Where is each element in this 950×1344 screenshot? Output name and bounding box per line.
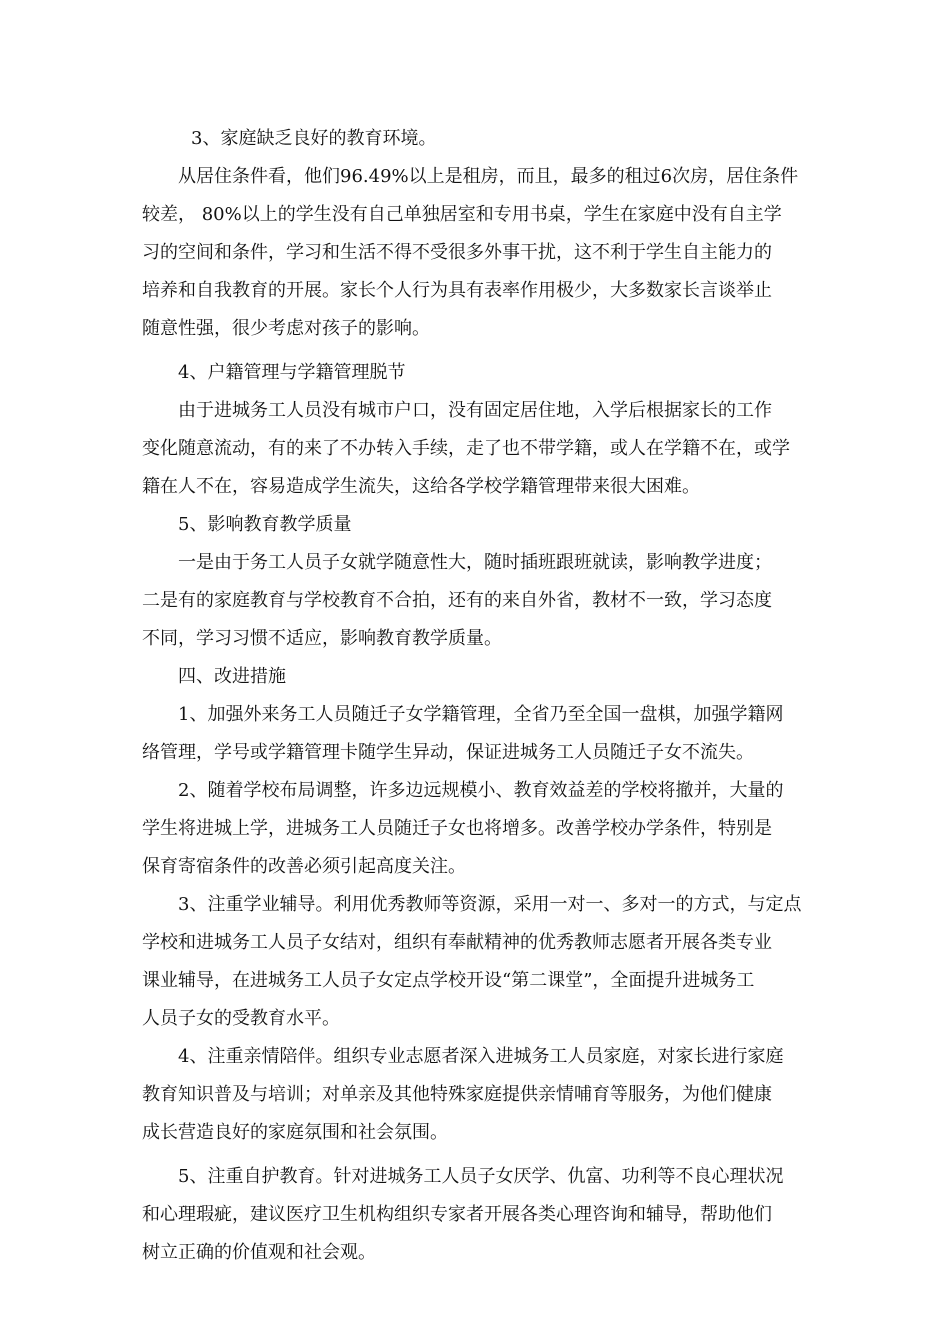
paragraph-line: 学校和进城务工人员子女结对，组织有奉献精神的优秀教师志愿者开展各类专业	[142, 932, 772, 953]
paragraph-line: 从居住条件看，他们96.49%以上是租房，而且，最多的租过6次房，居住条件	[178, 166, 799, 187]
paragraph-line: 不同，学习习惯不适应，影响教育教学质量。	[142, 628, 502, 649]
paragraph-line: 人员子女的受教育水平。	[142, 1008, 340, 1029]
paragraph-line: 学生将进城上学，进城务工人员随迁子女也将增多。改善学校办学条件，特别是	[142, 818, 772, 839]
paragraph-line: 5、注重自护教育。针对进城务工人员子女厌学、仇富、功利等不良心理状况	[178, 1166, 784, 1187]
paragraph	[142, 886, 808, 1038]
paragraph	[142, 1158, 808, 1272]
document-body	[142, 120, 808, 1272]
section-heading	[142, 120, 808, 158]
paragraph-line: 成长营造良好的家庭氛围和社会氛围。	[142, 1122, 448, 1143]
paragraph	[142, 1038, 808, 1152]
paragraph-line: 1、加强外来务工人员随迁子女学籍管理，全省乃至全国一盘棋，加强学籍网	[178, 704, 784, 725]
heading-text: 4、户籍管理与学籍管理脱节	[178, 362, 406, 383]
paragraph-line: 培养和自我教育的开展。家长个人行为具有表率作用极少，大多数家长言谈举止	[142, 280, 772, 301]
heading-text: 3、家庭缺乏良好的教育环境。	[191, 128, 437, 149]
paragraph-line: 树立正确的价值观和社会观。	[142, 1242, 376, 1263]
paragraph-line: 籍在人不在，容易造成学生流失，这给各学校学籍管理带来很大困难。	[142, 476, 700, 497]
heading-text: 四、改进措施	[178, 666, 286, 687]
paragraph-line: 二是有的家庭教育与学校教育不合拍，还有的来自外省，教材不一致，学习态度	[142, 590, 772, 611]
paragraph-line: 由于进城务工人员没有城市户口，没有固定居住地，入学后根据家长的工作	[178, 400, 772, 421]
paragraph-line: 保育寄宿条件的改善必须引起高度关注。	[142, 856, 466, 877]
paragraph	[142, 772, 808, 886]
paragraph	[142, 696, 808, 772]
heading-text: 5、影响教育教学质量	[178, 514, 352, 535]
paragraph-line: 2、随着学校布局调整，许多边远规模小、教育效益差的学校将撤并，大量的	[178, 780, 784, 801]
paragraph-line: 一是由于务工人员子女就学随意性大，随时插班跟班就读，影响教学进度；	[178, 552, 772, 573]
paragraph	[142, 392, 808, 506]
paragraph-line: 教育知识普及与培训；对单亲及其他特殊家庭提供亲情哺育等服务，为他们健康	[142, 1084, 772, 1105]
paragraph	[142, 158, 808, 348]
paragraph-line: 4、注重亲情陪伴。组织专业志愿者深入进城务工人员家庭，对家长进行家庭	[178, 1046, 784, 1067]
section-heading	[142, 354, 808, 392]
paragraph-line: 随意性强，很少考虑对孩子的影响。	[142, 318, 430, 339]
paragraph-line: 较差， 80%以上的学生没有自己单独居室和专用书桌，学生在家庭中没有自主学	[142, 204, 782, 225]
paragraph-line: 络管理，学号或学籍管理卡随学生异动，保证进城务工人员随迁子女不流失。	[142, 742, 754, 763]
section-heading	[142, 506, 808, 544]
paragraph-line: 习的空间和条件，学习和生活不得不受很多外事干扰，这不利于学生自主能力的	[142, 242, 772, 263]
paragraph-line: 变化随意流动，有的来了不办转入手续，走了也不带学籍，或人在学籍不在，或学	[142, 438, 790, 459]
paragraph-line: 3、注重学业辅导。利用优秀教师等资源，采用一对一、多对一的方式，与定点	[178, 894, 802, 915]
paragraph	[142, 544, 808, 658]
paragraph-line: 课业辅导，在进城务工人员子女定点学校开设“第二课堂”，全面提升进城务工	[142, 970, 755, 991]
section-heading	[142, 658, 808, 696]
paragraph-line: 和心理瑕疵，建议医疗卫生机构组织专家者开展各类心理咨询和辅导，帮助他们	[142, 1204, 772, 1225]
